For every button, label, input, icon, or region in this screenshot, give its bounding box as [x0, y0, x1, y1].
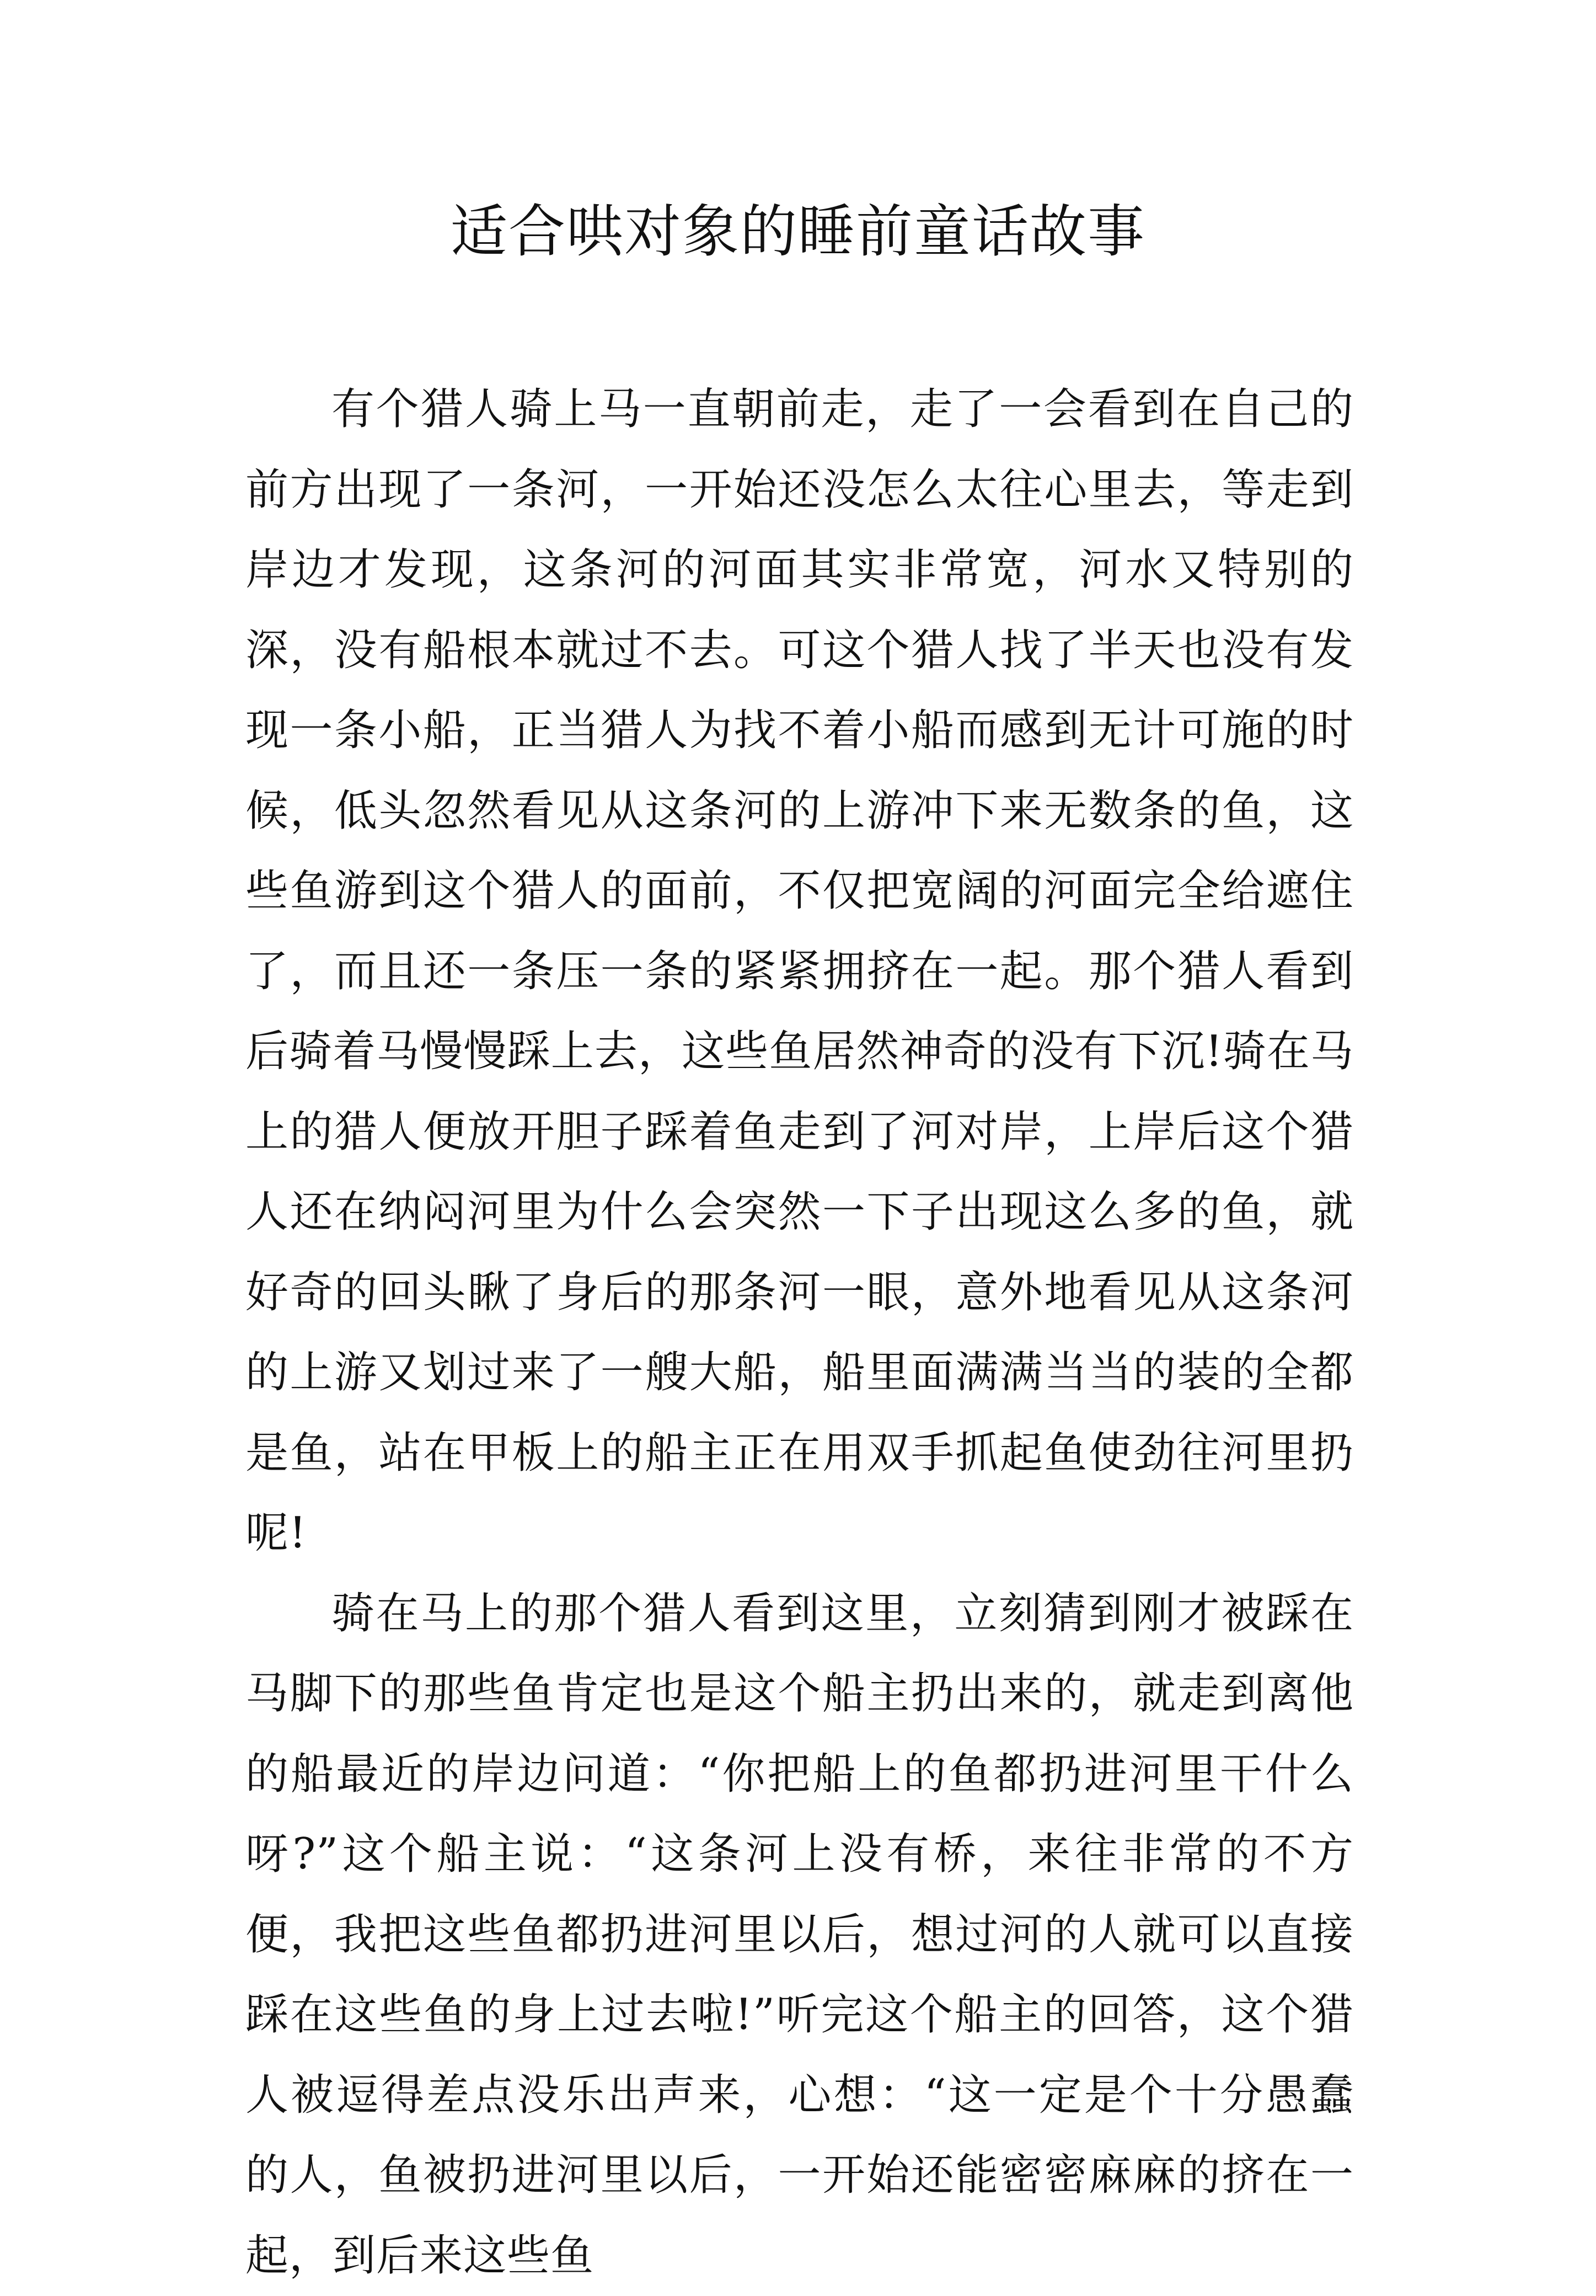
document-title: 适合哄对象的睡前童话故事 — [0, 196, 1596, 268]
document-body — [245, 370, 1354, 2296]
paragraph-2: 骑在马上的那个猎人看到这里，立刻猜到刚才被踩在马脚下的那些鱼肯定也是这个船主扔出来的，就走到离他的船最近的岸边问道：“你把船上的鱼都扔进河里干什么呀?”这个船主说：“这条河上没有桥，来往非常的不方便，我把这些鱼都扔进河里以后，想过河的人就可以直接踩在这些鱼的身上过去啦!”听完这个船主的回答，这个猎人被逗得差点没乐出声来，心想：“这一定是个十分愚蠢的人，鱼被扔进河里以后，一开始还能密密麻麻的挤在一起，到后来这些鱼 — [245, 1574, 1354, 2296]
paragraph-1: 有个猎人骑上马一直朝前走，走了一会看到在自己的前方出现了一条河，一开始还没怎么太往心里去，等走到岸边才发现，这条河的河面其实非常宽，河水又特别的深，没有船根本就过不去。可这个猎人找了半天也没有发现一条小船，正当猎人为找不着小船而感到无计可施的时候，低头忽然看见从这条河的上游冲下来无数条的鱼，这些鱼游到这个猎人的面前，不仅把宽阔的河面完全给遮住了，而且还一条压一条的紧紧拥挤在一起。那个猎人看到后骑着马慢慢踩上去，这些鱼居然神奇的没有下沉!骑在马上的猎人便放开胆子踩着鱼走到了河对岸，上岸后这个猎人还在纳闷河里为什么会突然一下子出现这么多的鱼，就好奇的回头瞅了身后的那条河一眼，意外地看见从这条河的上游又划过来了一艘大船，船里面满满当当的装的全都是鱼，站在甲板上的船主正在用双手抓起鱼使劲往河里扔呢! — [245, 370, 1354, 1574]
